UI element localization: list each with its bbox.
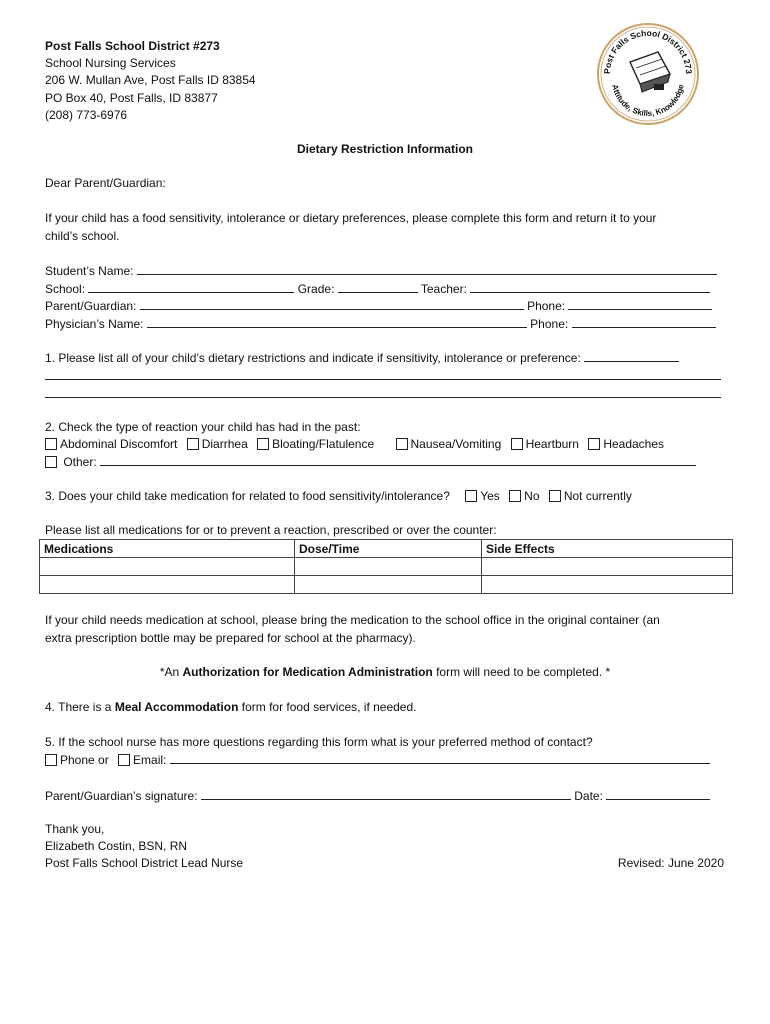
other-label: Other: — [63, 455, 97, 469]
phone-checkbox[interactable] — [45, 754, 57, 766]
auth-prefix: *An — [159, 665, 183, 679]
physician-phone-label: Phone: — [530, 317, 569, 331]
address-line-2: PO Box 40, Post Falls, ID 83877 — [45, 91, 218, 105]
nausea-label: Nausea/Vomiting — [410, 437, 502, 451]
meds-prompt: Please list all medications for or to prevent a reaction, prescribed or over the counter: — [45, 523, 497, 537]
q3-question: 3. Does your child take medication for related to food sensitivity/intolerance? — [45, 489, 450, 503]
parent-label: Parent/Guardian: — [45, 299, 137, 313]
grade-label: Grade: — [297, 282, 335, 296]
nurse-role: Post Falls School District Lead Nurse — [45, 856, 244, 870]
school-meds-line-1: If your child needs medication at school, please bring the medication to the school office in the original container (an — [45, 613, 660, 627]
other-field[interactable] — [100, 453, 696, 466]
phone-option-label: Phone or — [60, 753, 109, 767]
heartburn-label: Heartburn — [525, 437, 579, 451]
abdominal-checkbox[interactable] — [45, 438, 57, 450]
q5-options-row — [45, 751, 710, 769]
dose-cell[interactable] — [295, 576, 482, 594]
physician-label: Physician’s Name: — [45, 317, 144, 331]
no-label: No — [524, 489, 540, 503]
q1-question: 1. Please list all of your child’s dietary restrictions and indicate if sensitivity, intolerance or preference: — [45, 351, 581, 365]
q4-prefix: 4. There is a — [45, 700, 115, 714]
physician-phone-field[interactable] — [572, 315, 716, 328]
parent-field[interactable] — [140, 297, 524, 310]
email-field[interactable] — [170, 751, 710, 764]
side-effects-cell[interactable] — [482, 576, 733, 594]
closing-thanks: Thank you, — [45, 822, 105, 836]
revision-date: Revised: June 2020 — [617, 856, 724, 870]
intro-line-1: If your child has a food sensitivity, intolerance or dietary preferences, please complete this form and return it to your — [45, 211, 657, 225]
parent-row — [45, 297, 712, 315]
grade-field[interactable] — [338, 280, 418, 293]
teacher-field[interactable] — [470, 280, 710, 293]
teacher-label: Teacher: — [420, 282, 467, 296]
auth-form-name: Authorization for Medication Administration — [182, 665, 433, 679]
table-header-row — [40, 540, 733, 558]
auth-suffix: form will need to be completed. * — [432, 665, 611, 679]
table-row — [40, 558, 733, 576]
parent-phone-label: Phone: — [527, 299, 566, 313]
services-name: School Nursing Services — [45, 56, 176, 70]
signature-label: Parent/Guardian’s signature: — [45, 789, 198, 803]
table-row — [40, 576, 733, 594]
parent-phone-field[interactable] — [568, 297, 712, 310]
student-name-field[interactable] — [137, 262, 717, 275]
phone-number: (208) 773-6976 — [45, 108, 128, 122]
intro-line-2: child’s school. — [45, 229, 120, 243]
date-field[interactable] — [606, 787, 710, 800]
seal-bottom-text: Attitude, Skills, Knowledge — [610, 83, 686, 119]
yes-label: Yes — [480, 489, 500, 503]
date-label: Date: — [574, 789, 603, 803]
student-name-label: Student’s Name: — [45, 264, 134, 278]
yes-checkbox[interactable] — [465, 490, 477, 502]
dose-time-header: Dose/Time — [295, 540, 482, 558]
address-line-1: 206 W. Mullan Ave, Post Falls ID 83854 — [45, 73, 256, 87]
greeting: Dear Parent/Guardian: — [45, 176, 166, 190]
school-row — [45, 280, 710, 298]
district-name: Post Falls School District #273 — [45, 39, 220, 53]
q1-answer-line-2[interactable] — [45, 367, 721, 380]
side-effects-cell[interactable] — [482, 558, 733, 576]
signature-field[interactable] — [201, 787, 571, 800]
email-label: Email: — [133, 753, 167, 767]
q2-other-row — [45, 453, 696, 471]
medication-cell[interactable] — [40, 558, 295, 576]
physician-row — [45, 315, 716, 333]
q2-question: 2. Check the type of reaction your child has had in the past: — [45, 420, 361, 434]
q1-row — [45, 349, 679, 367]
q1-line-2 — [45, 367, 721, 385]
district-seal-icon — [596, 22, 700, 126]
medication-cell[interactable] — [40, 576, 295, 594]
q4-form-name: Meal Accommodation — [114, 700, 239, 714]
physician-field[interactable] — [147, 315, 527, 328]
q1-answer-field[interactable] — [584, 349, 679, 362]
dose-cell[interactable] — [295, 558, 482, 576]
headaches-label: Headaches — [603, 437, 665, 451]
q3-row — [45, 488, 632, 505]
not-currently-label: Not currently — [563, 489, 632, 503]
bloating-label: Bloating/Flatulence — [272, 437, 375, 451]
q5-question: 5. If the school nurse has more questions regarding this form what is your preferred method of contact? — [45, 735, 593, 749]
q1-answer-line-3[interactable] — [45, 385, 721, 398]
not-currently-checkbox[interactable] — [549, 490, 561, 502]
signature-row — [45, 787, 710, 805]
q1-line-3 — [45, 385, 721, 403]
medications-table — [39, 539, 733, 594]
q4-row — [45, 699, 417, 716]
nurse-name: Elizabeth Costin, BSN, RN — [45, 839, 188, 853]
heartburn-checkbox[interactable] — [511, 438, 523, 450]
school-label: School: — [45, 282, 86, 296]
abdominal-label: Abdominal Discomfort — [60, 437, 178, 451]
nausea-checkbox[interactable] — [396, 438, 408, 450]
form-title: Dietary Restriction Information — [296, 142, 474, 156]
student-name-row — [45, 262, 717, 280]
email-checkbox[interactable] — [118, 754, 130, 766]
side-effects-header: Side Effects — [482, 540, 733, 558]
diarrhea-checkbox[interactable] — [187, 438, 199, 450]
school-meds-line-2: extra prescription bottle may be prepared for school at the pharmacy). — [45, 631, 416, 645]
medications-header: Medications — [40, 540, 295, 558]
q2-options-row — [45, 436, 664, 453]
seal-top-text: Post Falls School District 273 — [601, 27, 695, 75]
authorization-note — [0, 664, 770, 681]
other-checkbox[interactable] — [45, 456, 57, 468]
headaches-checkbox[interactable] — [588, 438, 600, 450]
school-field[interactable] — [88, 280, 294, 293]
no-checkbox[interactable] — [509, 490, 521, 502]
bloating-checkbox[interactable] — [257, 438, 269, 450]
q4-suffix: form for food services, if needed. — [238, 700, 417, 714]
diarrhea-label: Diarrhea — [201, 437, 248, 451]
